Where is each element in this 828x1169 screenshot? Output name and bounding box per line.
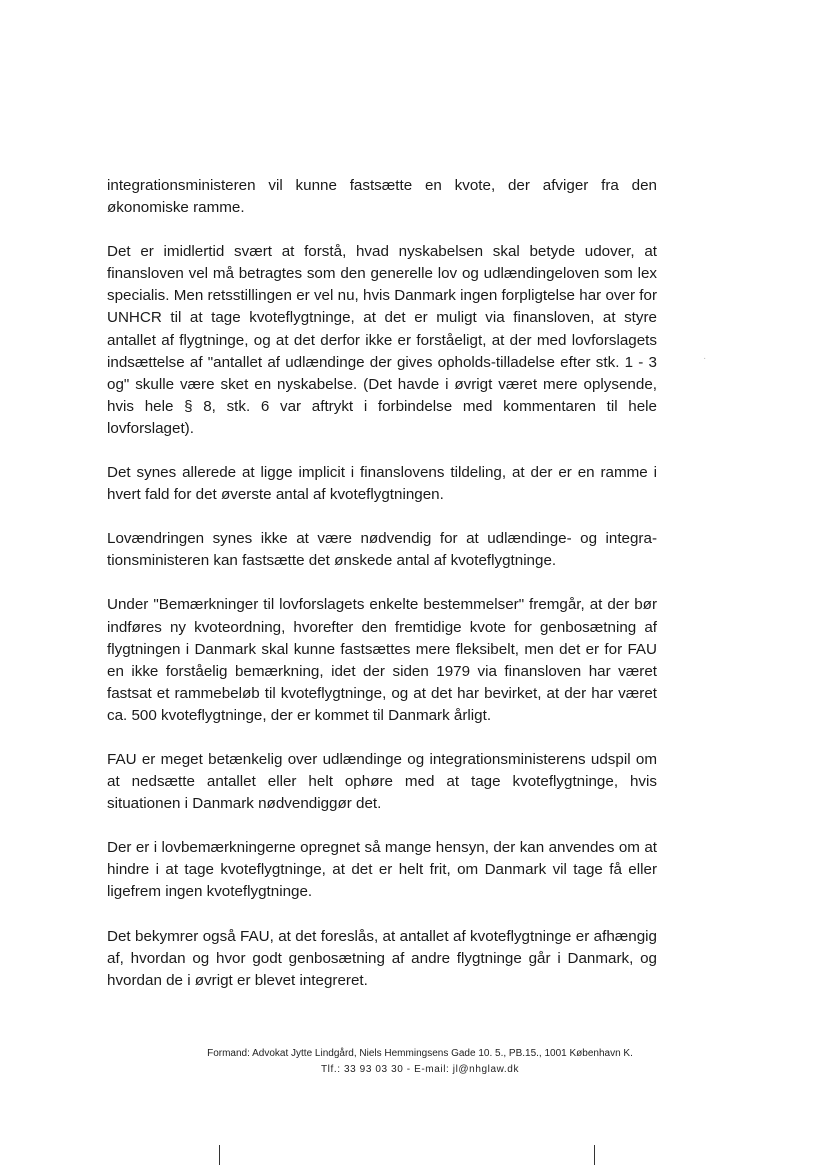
scan-speck: ·	[703, 353, 707, 364]
letter-body	[107, 175, 657, 1014]
paragraph-resettlement-dependency: Det bekymrer også FAU, at det foreslås, at antallet af kvoteflygtninge er afhængig af, hvordan og hvor godt genbosætning af andre flygtninge går i Danmark, og hvordan de i øvrigt er blevet integreret.	[107, 927, 657, 989]
fold-mark-left	[219, 1145, 220, 1165]
paragraph-budget-frame: integrationsministeren vil kunne fastsætte en kvote, der afviger fra den økonomiske ramme.	[107, 177, 657, 217]
paragraph-implicit-frame: Det synes allerede at ligge implicit i finanslovens tildeling, at der er en ramme i hvert fald for det øverste antal af kvoteflygtningen.	[107, 464, 657, 504]
paragraph-considerations: Der er i lovbemærkningerne opregnet så mange hensyn, der kan anvendes om at hindre i at tage kvoteflygtninge, at det er helt frit, om Danmark vil tage få eller ligefrem ingen kvoteflygtninge.	[107, 839, 657, 901]
letterhead-footer	[100, 1046, 740, 1078]
footer-chair-address: Formand: Advokat Jytte Lindgård, Niels Hemmingsens Gade 10. 5., PB.15., 1001 København K.	[207, 1048, 633, 1059]
paragraph-fau-concern: FAU er meget betænkelig over udlændinge og integrationsministerens udspil om at nedsætte antallet eller helt ophøre med at tage kvoteflygtninge, hvis situationen i Danmark nødvendiggør det.	[107, 750, 657, 813]
paragraph-remarks-quota-scheme: Under "Bemærkninger til lovforslagets enkelte bestemmelser" fremgår, at der bør indføres ny kvoteordning, hvorefter den fremtidige kvote for genbosætning af flygtningen i Danmark skal kunne fastsættes mere fleksibelt, men det er for FAU en ikke forståelig bemærkning, idet der siden 1979 via finansloven har været fastsat et rammebeløb til kvoteflygtninge, og at det har bevirket, at der har været ca. 500 kvoteflygtninge, der er kommet til Danmark årligt.	[107, 596, 657, 724]
fold-mark-right	[594, 1145, 595, 1165]
footer-contact: Tlf.: 33 93 03 30 - E-mail: jl@nhglaw.dk	[320, 1064, 520, 1075]
paragraph-amendment-unnecessary: Lovændringen synes ikke at være nødvendig for at udlændinge- og integra-tionsministeren kan fastsætte det ønskede antal af kvoteflygtninge.	[107, 530, 657, 570]
paragraph-novelty-critique: Det er imidlertid svært at forstå, hvad nyskabelsen skal betyde udover, at finansloven vel må betragtes som den generelle lov og udlændingeloven som lex specialis. Men retsstillingen er vel nu, hvis Danmark ingen forpligtelse har over for UNHCR til at tage kvoteflygtninge, at det er muligt via finansloven, at styre antallet af flygtninge, og at det derfor ikke er forståeligt, at der med lovforslagets indsættelse af "antallet af udlændinge der gives opholds-tilladelse efter stk. 1 - 3 og" skulle være sket en nyskabelse. (Det havde i øvrigt været mere oplysende, hvis hele § 8, stk. 6 var aftrykt i forbindelse med kommentaren til hele lovforslaget).	[107, 243, 657, 437]
